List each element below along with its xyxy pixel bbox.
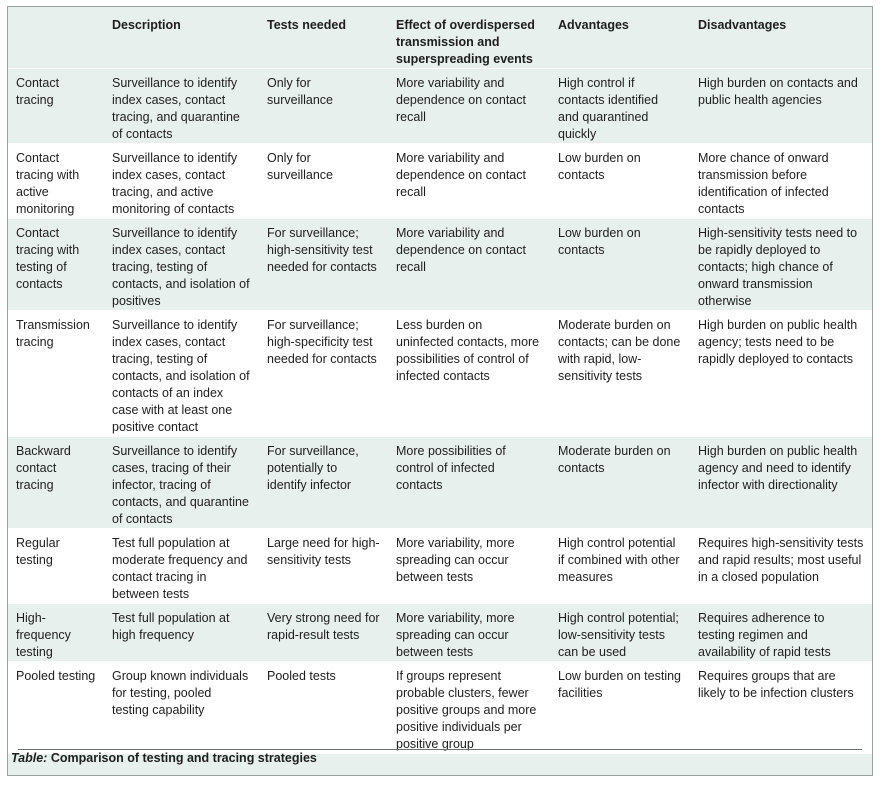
effect-cell: More variability, more spreading can occur between tests [388, 604, 550, 662]
tests-needed-cell: For surveillance; high-sensitivity test needed for contacts [259, 219, 388, 311]
effect-cell: More variability and dependence on contact recall [388, 219, 550, 311]
header-cell-effect: Effect of overdispersed transmission and superspreading events [396, 18, 535, 66]
tests-needed-cell: Only for surveillance [259, 144, 388, 219]
strategy-cell: Transmission tracing [8, 311, 104, 437]
disadvantages-cell: Requires groups that are likely to be infection clusters [690, 662, 872, 754]
tests-needed-cell: Pooled tests [259, 662, 388, 754]
strategy-comparison-table [8, 7, 872, 754]
description-cell: Surveillance to identify cases, tracing of their infector, tracing of contacts, and quarantine of contacts [104, 437, 259, 529]
effect-cell: More variability and dependence on contact recall [388, 69, 550, 144]
effect-cell: More variability and dependence on contact recall [388, 144, 550, 219]
strategy-cell: Regular testing [8, 529, 104, 604]
advantages-cell: High control if contacts identified and quarantined quickly [550, 69, 690, 144]
advantages-cell: High control potential; low-sensitivity tests can be used [550, 604, 690, 662]
disadvantages-cell: Requires adherence to testing regimen and availability of rapid tests [690, 604, 872, 662]
strategy-cell: High-frequency testing [8, 604, 104, 662]
advantages-cell: High control potential if combined with other measures [550, 529, 690, 604]
disadvantages-cell: Requires high-sensitivity tests and rapid results; most useful in a closed population [690, 529, 872, 604]
header-cell-strategy [8, 7, 104, 69]
effect-cell: More variability, more spreading can occur between tests [388, 529, 550, 604]
disadvantages-cell: More chance of onward transmission before identification of infected contacts [690, 144, 872, 219]
header-row [8, 7, 872, 69]
strategy-cell: Pooled testing [8, 662, 104, 754]
table-row [8, 69, 872, 144]
description-cell: Surveillance to identify index cases, contact tracing, testing of contacts, and isolation of contacts of an index case with at least one positive contact [104, 311, 259, 437]
strategy-cell: Backward contact tracing [8, 437, 104, 529]
disadvantages-cell: High-sensitivity tests need to be rapidly deployed to contacts; high chance of onward transmission otherwise [690, 219, 872, 311]
disadvantages-cell: High burden on public health agency; tests need to be rapidly deployed to contacts [690, 311, 872, 437]
effect-cell: Less burden on uninfected contacts, more possibilities of control of infected contacts [388, 311, 550, 437]
effect-cell: More possibilities of control of infected contacts [388, 437, 550, 529]
advantages-cell: Moderate burden on contacts [550, 437, 690, 529]
tests-needed-cell: Very strong need for rapid-result tests [259, 604, 388, 662]
advantages-cell: Moderate burden on contacts; can be done with rapid, low-sensitivity tests [550, 311, 690, 437]
caption-text: Comparison of testing and tracing strategies [50, 751, 317, 765]
table-row [8, 529, 872, 604]
header-cell-tests-needed: Tests needed [267, 18, 346, 32]
description-cell: Surveillance to identify index cases, contact tracing, testing of contacts, and isolation of positives [104, 219, 259, 311]
advantages-cell: Low burden on contacts [550, 219, 690, 311]
advantages-cell: Low burden on contacts [550, 144, 690, 219]
tests-needed-cell: Large need for high-sensitivity tests [259, 529, 388, 604]
table-row [8, 662, 872, 754]
tests-needed-cell: For surveillance; high-specificity test needed for contacts [259, 311, 388, 437]
tests-needed-cell: For surveillance, potentially to identify infector [259, 437, 388, 529]
bottom-rule [18, 749, 862, 750]
description-cell: Group known individuals for testing, pooled testing capability [104, 662, 259, 754]
caption-label: Table: [11, 751, 48, 765]
header-cell-advantages: Advantages [558, 18, 629, 32]
strategy-cell: Contact tracing with active monitoring [8, 144, 104, 219]
table-row [8, 219, 872, 311]
description-cell: Surveillance to identify index cases, contact tracing, and quarantine of contacts [104, 69, 259, 144]
description-cell: Test full population at moderate frequency and contact tracing in between tests [104, 529, 259, 604]
table-caption [11, 751, 317, 765]
header-cell-description: Description [112, 18, 181, 32]
advantages-cell: Low burden on testing facilities [550, 662, 690, 754]
table-row [8, 604, 872, 662]
disadvantages-cell: High burden on contacts and public health agencies [690, 69, 872, 144]
description-cell: Test full population at high frequency [104, 604, 259, 662]
table-row [8, 437, 872, 529]
table-frame [7, 6, 873, 776]
tests-needed-cell: Only for surveillance [259, 69, 388, 144]
effect-cell: If groups represent probable clusters, fewer positive groups and more positive individuals per positive group [388, 662, 550, 754]
table-row [8, 144, 872, 219]
strategy-cell: Contact tracing with testing of contacts [8, 219, 104, 311]
strategy-cell: Contact tracing [8, 69, 104, 144]
table-row [8, 311, 872, 437]
header-cell-disadvantages: Disadvantages [698, 18, 787, 32]
disadvantages-cell: High burden on public health agency and need to identify infector with directionality [690, 437, 872, 529]
description-cell: Surveillance to identify index cases, contact tracing, and active monitoring of contacts [104, 144, 259, 219]
